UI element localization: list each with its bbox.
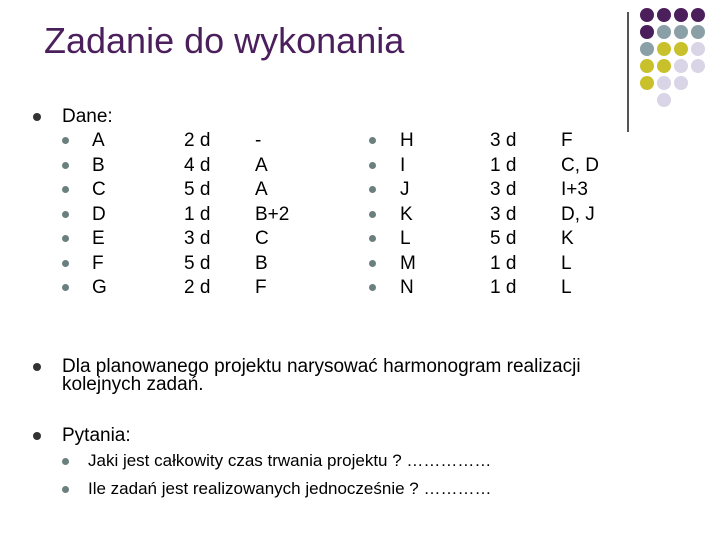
decorative-dot [674, 25, 688, 39]
task-row-task: K [400, 203, 413, 225]
task-row-duration: 1 d [490, 252, 517, 274]
task-row-task: M [400, 252, 416, 274]
bullet-icon [33, 432, 41, 440]
task-row-pred: K [561, 228, 574, 249]
bullet-icon [369, 186, 376, 193]
bullet-icon [62, 486, 69, 493]
task-row-task: I [400, 154, 406, 176]
bullet-icon [62, 458, 69, 465]
question-2: Ile zadań jest realizowanych jednocześnie ? ………… [88, 479, 492, 498]
task-row-pred: C [255, 228, 269, 249]
decorative-dot-grid [640, 8, 720, 118]
decorative-dot [657, 59, 671, 73]
task-row-pred: - [255, 130, 262, 151]
task-row-duration: 4 d [184, 154, 211, 176]
questions-label: Pytania: [62, 425, 131, 446]
task-row-task: F [92, 252, 104, 274]
decorative-dot [657, 76, 671, 90]
task-row-duration: 1 d [490, 154, 517, 176]
bullet-icon [369, 137, 376, 144]
task-row-task: H [400, 130, 414, 151]
decorative-dot [674, 76, 688, 90]
task-row-pred: L [561, 252, 572, 274]
bullet-icon [369, 162, 376, 169]
task-row-pred: F [255, 277, 267, 298]
task-row-pred: C, D [561, 154, 599, 176]
task-row-duration: 3 d [490, 203, 517, 225]
decorative-dot [691, 42, 705, 56]
bullet-icon [62, 260, 69, 267]
decorative-dot [657, 42, 671, 56]
instruction-line-2: kolejnych zadań. [62, 374, 204, 395]
task-row-duration: 5 d [184, 179, 211, 200]
decorative-dot [674, 59, 688, 73]
decorative-dot [640, 42, 654, 56]
decorative-dot [691, 8, 705, 22]
question-1: Jaki jest całkowity czas trwania projektu ? …………… [88, 451, 492, 470]
task-row-duration: 3 d [184, 228, 211, 249]
bullet-icon [369, 260, 376, 267]
decorative-dot [640, 59, 654, 73]
decorative-dot [691, 59, 705, 73]
task-row-pred: F [561, 130, 573, 151]
task-row-task: N [400, 277, 414, 298]
task-row-duration: 5 d [184, 252, 211, 274]
task-row-duration: 3 d [490, 130, 517, 151]
decorative-dot [657, 93, 671, 107]
bullet-icon [62, 284, 69, 291]
task-row-duration: 2 d [184, 130, 211, 151]
bullet-icon [62, 235, 69, 242]
bullet-icon [369, 211, 376, 218]
bullet-icon [369, 284, 376, 291]
task-row-pred: B [255, 252, 268, 274]
given-label: Dane: [62, 106, 113, 127]
task-row-task: G [92, 277, 107, 298]
task-row-task: C [92, 179, 106, 200]
task-row-task: E [92, 228, 105, 249]
decorative-dot [691, 25, 705, 39]
bullet-icon [62, 211, 69, 218]
task-row-duration: 5 d [490, 228, 517, 249]
task-row-task: J [400, 179, 410, 200]
bullet-icon [33, 113, 41, 121]
decorative-dot [640, 25, 654, 39]
decorative-dot [674, 42, 688, 56]
task-row-pred: L [561, 277, 572, 298]
decorative-dot [674, 8, 688, 22]
decorative-divider [627, 12, 629, 132]
task-row-task: A [92, 130, 105, 151]
bullet-icon [33, 363, 41, 371]
bullet-icon [62, 186, 69, 193]
decorative-dot [657, 25, 671, 39]
decorative-dot [657, 8, 671, 22]
bullet-icon [369, 235, 376, 242]
task-row-task: B [92, 154, 105, 176]
bullet-icon [62, 162, 69, 169]
task-row-pred: A [255, 179, 268, 200]
task-row-pred: A [255, 154, 268, 176]
instruction-line-1: Dla planowanego projektu narysować harmonogram realizacji [62, 356, 581, 377]
page-title: Zadanie do wykonania [44, 20, 405, 61]
decorative-dot [640, 8, 654, 22]
task-row-duration: 1 d [184, 203, 211, 225]
task-row-duration: 3 d [490, 179, 517, 200]
task-row-task: D [92, 203, 106, 225]
task-row-pred: B+2 [255, 203, 290, 225]
bullet-icon [62, 137, 69, 144]
decorative-dot [640, 76, 654, 90]
task-row-pred: D, J [561, 203, 595, 225]
task-row-task: L [400, 228, 411, 249]
task-row-duration: 1 d [490, 277, 517, 298]
task-row-duration: 2 d [184, 277, 211, 298]
task-row-pred: I+3 [561, 179, 588, 200]
